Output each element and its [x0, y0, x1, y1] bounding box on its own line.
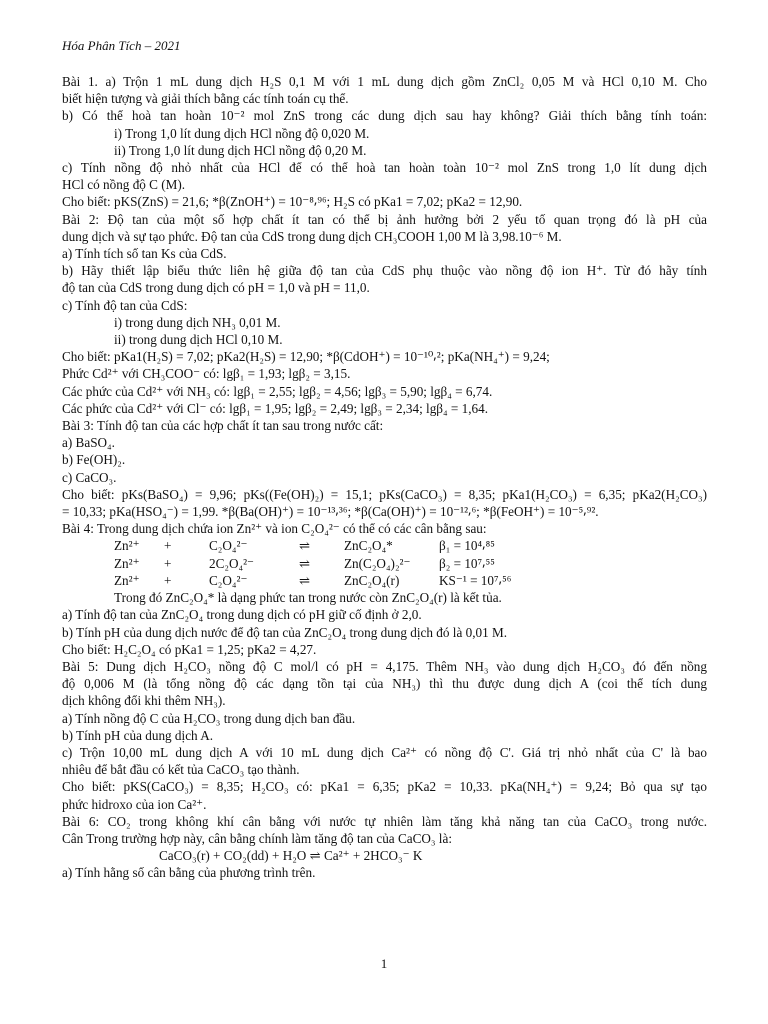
equilibrium-arrow: ⇌: [299, 538, 311, 554]
text-line: Cho biết: H₂C₂O₄ có pKa1 = 1,25; pKa2 = 4,27.: [62, 641, 317, 657]
equilibrium-a: Zn²⁺: [114, 555, 140, 571]
text-line: c) CaCO₃.: [62, 469, 117, 485]
equilibrium-a: Zn²⁺: [114, 572, 140, 588]
text-line: Các phức của Cd²⁺ với Cl⁻ có: lgβ₁ = 1,95; lgβ₂ = 2,49; lgβ₃ = 2,34; lgβ₄ = 1,64.: [62, 400, 489, 416]
text-line: Cho biết: pKs(BaSO₄) = 9,96; pKs((Fe(OH)₂) = 15,1; pKs(CaCO₃) = 8,35; pKa1(H₂CO₃) = 6,35; pKa2(H₂CO₃): [62, 486, 707, 502]
equilibrium-k: β₂ = 10⁷⸴⁵⁵: [439, 555, 495, 571]
text-line: Bài 1. a) Trộn 1 mL dung dịch H₂S 0,1 M với 1 mL dung dịch gồm ZnCl₂ 0,05 M và HCl 0,10 M. Cho: [62, 74, 707, 89]
text-line: Cân Trong trường hợp này, cân bằng chính làm tăng độ tan của CaCO₃ là:: [62, 830, 452, 846]
text-line: = 10,33; pKa(HSO₄⁻) = 1,99. *β(Ba(OH)⁺) = 10⁻¹³⸴³⁶; *β(Ca(OH)⁺) = 10⁻¹²⸴⁶; *β(FeOH⁺) = 10⁻⁵⸴⁹².: [62, 504, 599, 520]
text-line: Cho biết: pKS(CaCO₃) = 8,35; H₂CO₃ có: pKa1 = 6,35; pKa2 = 10,33. pKa(NH₄⁺) = 9,24; Bỏ qua sự tạo: [62, 779, 707, 795]
equilibrium-row: [62, 555, 707, 572]
text-line: b) Hãy thiết lập biểu thức liên hệ giữa độ tan của CdS phụ thuộc vào nồng độ ion H⁺. Từ đó hãy tính: [62, 263, 707, 279]
text-line: Phức Cd²⁺ với CH₃COO⁻ có: lgβ₁ = 1,93; lgβ₂ = 3,15.: [62, 366, 351, 382]
text-block-2: [62, 589, 707, 881]
equilibrium-arrow: ⇌: [299, 555, 311, 571]
equilibrium-c: ZnC₂O₄(r): [344, 572, 400, 588]
text-line: c) Tính nồng độ nhỏ nhất của HCl để có thể hoà tan hoàn toàn 10⁻² mol ZnS trong 1,0 lít dung dịch: [62, 160, 707, 176]
text-line: b) Fe(OH)₂.: [62, 452, 126, 468]
text-line: a) BaSO₄.: [62, 435, 115, 451]
equilibrium-arrow: ⇌: [299, 572, 311, 588]
equilibrium-k: KS⁻¹ = 10⁷⸴⁵⁶: [439, 572, 512, 588]
text-line: i) Trong 1,0 lít dung dịch HCl nồng độ 0,020 M.: [114, 125, 370, 141]
equilibrium-b: C₂O₄²⁻: [209, 572, 248, 588]
text-line: Cho biết: pKS(ZnS) = 21,6; *β(ZnOH⁺) = 10⁻⁸⸴⁹⁶; H₂S có pKa1 = 7,02; pKa2 = 12,90.: [62, 194, 523, 210]
text-line: c) Trộn 10,00 mL dung dịch A với 10 mL dung dịch Ca²⁺ có nồng độ C'. Giá trị nhỏ nhất của C' là bao: [62, 744, 707, 760]
text-line: Bài 3: Tính độ tan của các hợp chất ít tan sau trong nước cất:: [62, 418, 384, 434]
text-line: c) Tính độ tan của CdS:: [62, 297, 188, 313]
text-line: ii) trong dung dịch HCl 0,10 M.: [114, 332, 283, 348]
text-line: độ tan của CdS trong dung dịch có pH = 1,0 và pH = 11,0.: [62, 280, 370, 296]
text-line: a) Tính nồng độ C của H₂CO₃ trong dung dịch ban đầu.: [62, 710, 356, 726]
equilibrium-p: +: [164, 555, 172, 571]
document-header: Hóa Phân Tích – 2021: [62, 38, 181, 53]
text-line: phức hidroxo của ion Ca²⁺.: [62, 796, 207, 812]
text-line: b) Tính pH của dung dịch nước để độ tan của ZnC₂O₄ trong dung dịch đó là 0,01 M.: [62, 624, 507, 640]
text-line: CaCO₃(r) + CO₂(dd) + H₂O ⇌ Ca²⁺ + 2HCO₃⁻ K: [159, 848, 423, 864]
text-line: a) Tính hằng số cân bằng của phương trình trên.: [62, 865, 316, 881]
text-line: độ 0,006 M (là tổng nồng độ các dạng tồn tại của NH₃) thì thu được dung dịch A (coi thể tích dung: [62, 676, 707, 692]
text-line: Bài 4: Trong dung dịch chứa ion Zn²⁺ và ion C₂O₄²⁻ có thể có các cân bằng sau:: [62, 521, 487, 537]
text-line: b) Có thể hoà tan hoàn 10⁻² mol ZnS trong các dung dịch sau hay không? Giải thích bằng tính toán:: [62, 108, 707, 124]
equilibria-block: [62, 537, 707, 589]
text-line: Trong đó ZnC₂O₄* là dạng phức tan trong nước còn ZnC₂O₄(r) là kết tủa.: [114, 590, 502, 606]
text-line: nhiêu để bắt đầu có kết tủa CaCO₃ tạo thành.: [62, 762, 300, 778]
text-line: HCl có nồng độ C (M).: [62, 177, 186, 193]
equilibrium-c: Zn(C₂O₄)₂²⁻: [344, 555, 411, 571]
equilibrium-a: Zn²⁺: [114, 538, 140, 554]
equilibrium-p: +: [164, 572, 172, 588]
text-line: Bài 2: Độ tan của một số hợp chất ít tan có thể bị ảnh hưởng bởi 2 yếu tố quan trọng đó là pH của: [62, 211, 707, 227]
text-line: Cho biết: pKa1(H₂S) = 7,02; pKa2(H₂S) = 12,90; *β(CdOH⁺) = 10⁻¹⁰⸴²; pKa(NH₄⁺) = 9,24;: [62, 349, 550, 365]
equilibrium-b: 2C₂O₄²⁻: [209, 555, 255, 571]
equilibrium-p: +: [164, 538, 172, 554]
equilibrium-b: C₂O₄²⁻: [209, 538, 248, 554]
text-line: dịch không đổi khi thêm NH₃).: [62, 693, 226, 709]
text-line: b) Tính pH của dung dịch A.: [62, 727, 214, 743]
text-line: a) Tính độ tan của ZnC₂O₄ trong dung dịch có pH giữ cố định ở 2,0.: [62, 607, 422, 623]
document-page: [62, 38, 707, 882]
text-line: i) trong dung dịch NH₃ 0,01 M.: [114, 314, 281, 330]
text-line: ii) Trong 1,0 lít dung dịch HCl nồng độ 0,20 M.: [114, 142, 367, 158]
equilibrium-c: ZnC₂O₄*: [344, 538, 393, 554]
equilibrium-row: [62, 537, 707, 554]
text-line: a) Tính tích số tan Ks của CdS.: [62, 246, 227, 262]
text-block-1: [62, 73, 707, 537]
page-number: 1: [380, 956, 388, 971]
equilibrium-k: β₁ = 10⁴⸴⁸⁵: [439, 538, 495, 554]
text-line: biết hiện tượng và giải thích bằng các tính toán cụ thể.: [62, 91, 349, 107]
text-line: Bài 6: CO₂ trong không khí cân bằng với nước tự nhiên làm tăng khả năng tan của CaCO₃ trong nước.: [62, 813, 707, 829]
text-line: dung dịch và sự tạo phức. Độ tan của CdS trong dung dịch CH₃COOH 1,00 M là 3,98.10⁻⁶ M.: [62, 228, 562, 244]
text-line: Các phức của Cd²⁺ với NH₃ có: lgβ₁ = 2,55; lgβ₂ = 4,56; lgβ₃ = 5,90; lgβ₄ = 6,74.: [62, 383, 493, 399]
text-line: Bài 5: Dung dịch H₂CO₃ nồng độ C mol/l có pH = 4,175. Thêm NH₃ vào dung dịch H₂CO₃ đó đến nồng: [62, 658, 707, 674]
equilibrium-row: [62, 572, 707, 589]
